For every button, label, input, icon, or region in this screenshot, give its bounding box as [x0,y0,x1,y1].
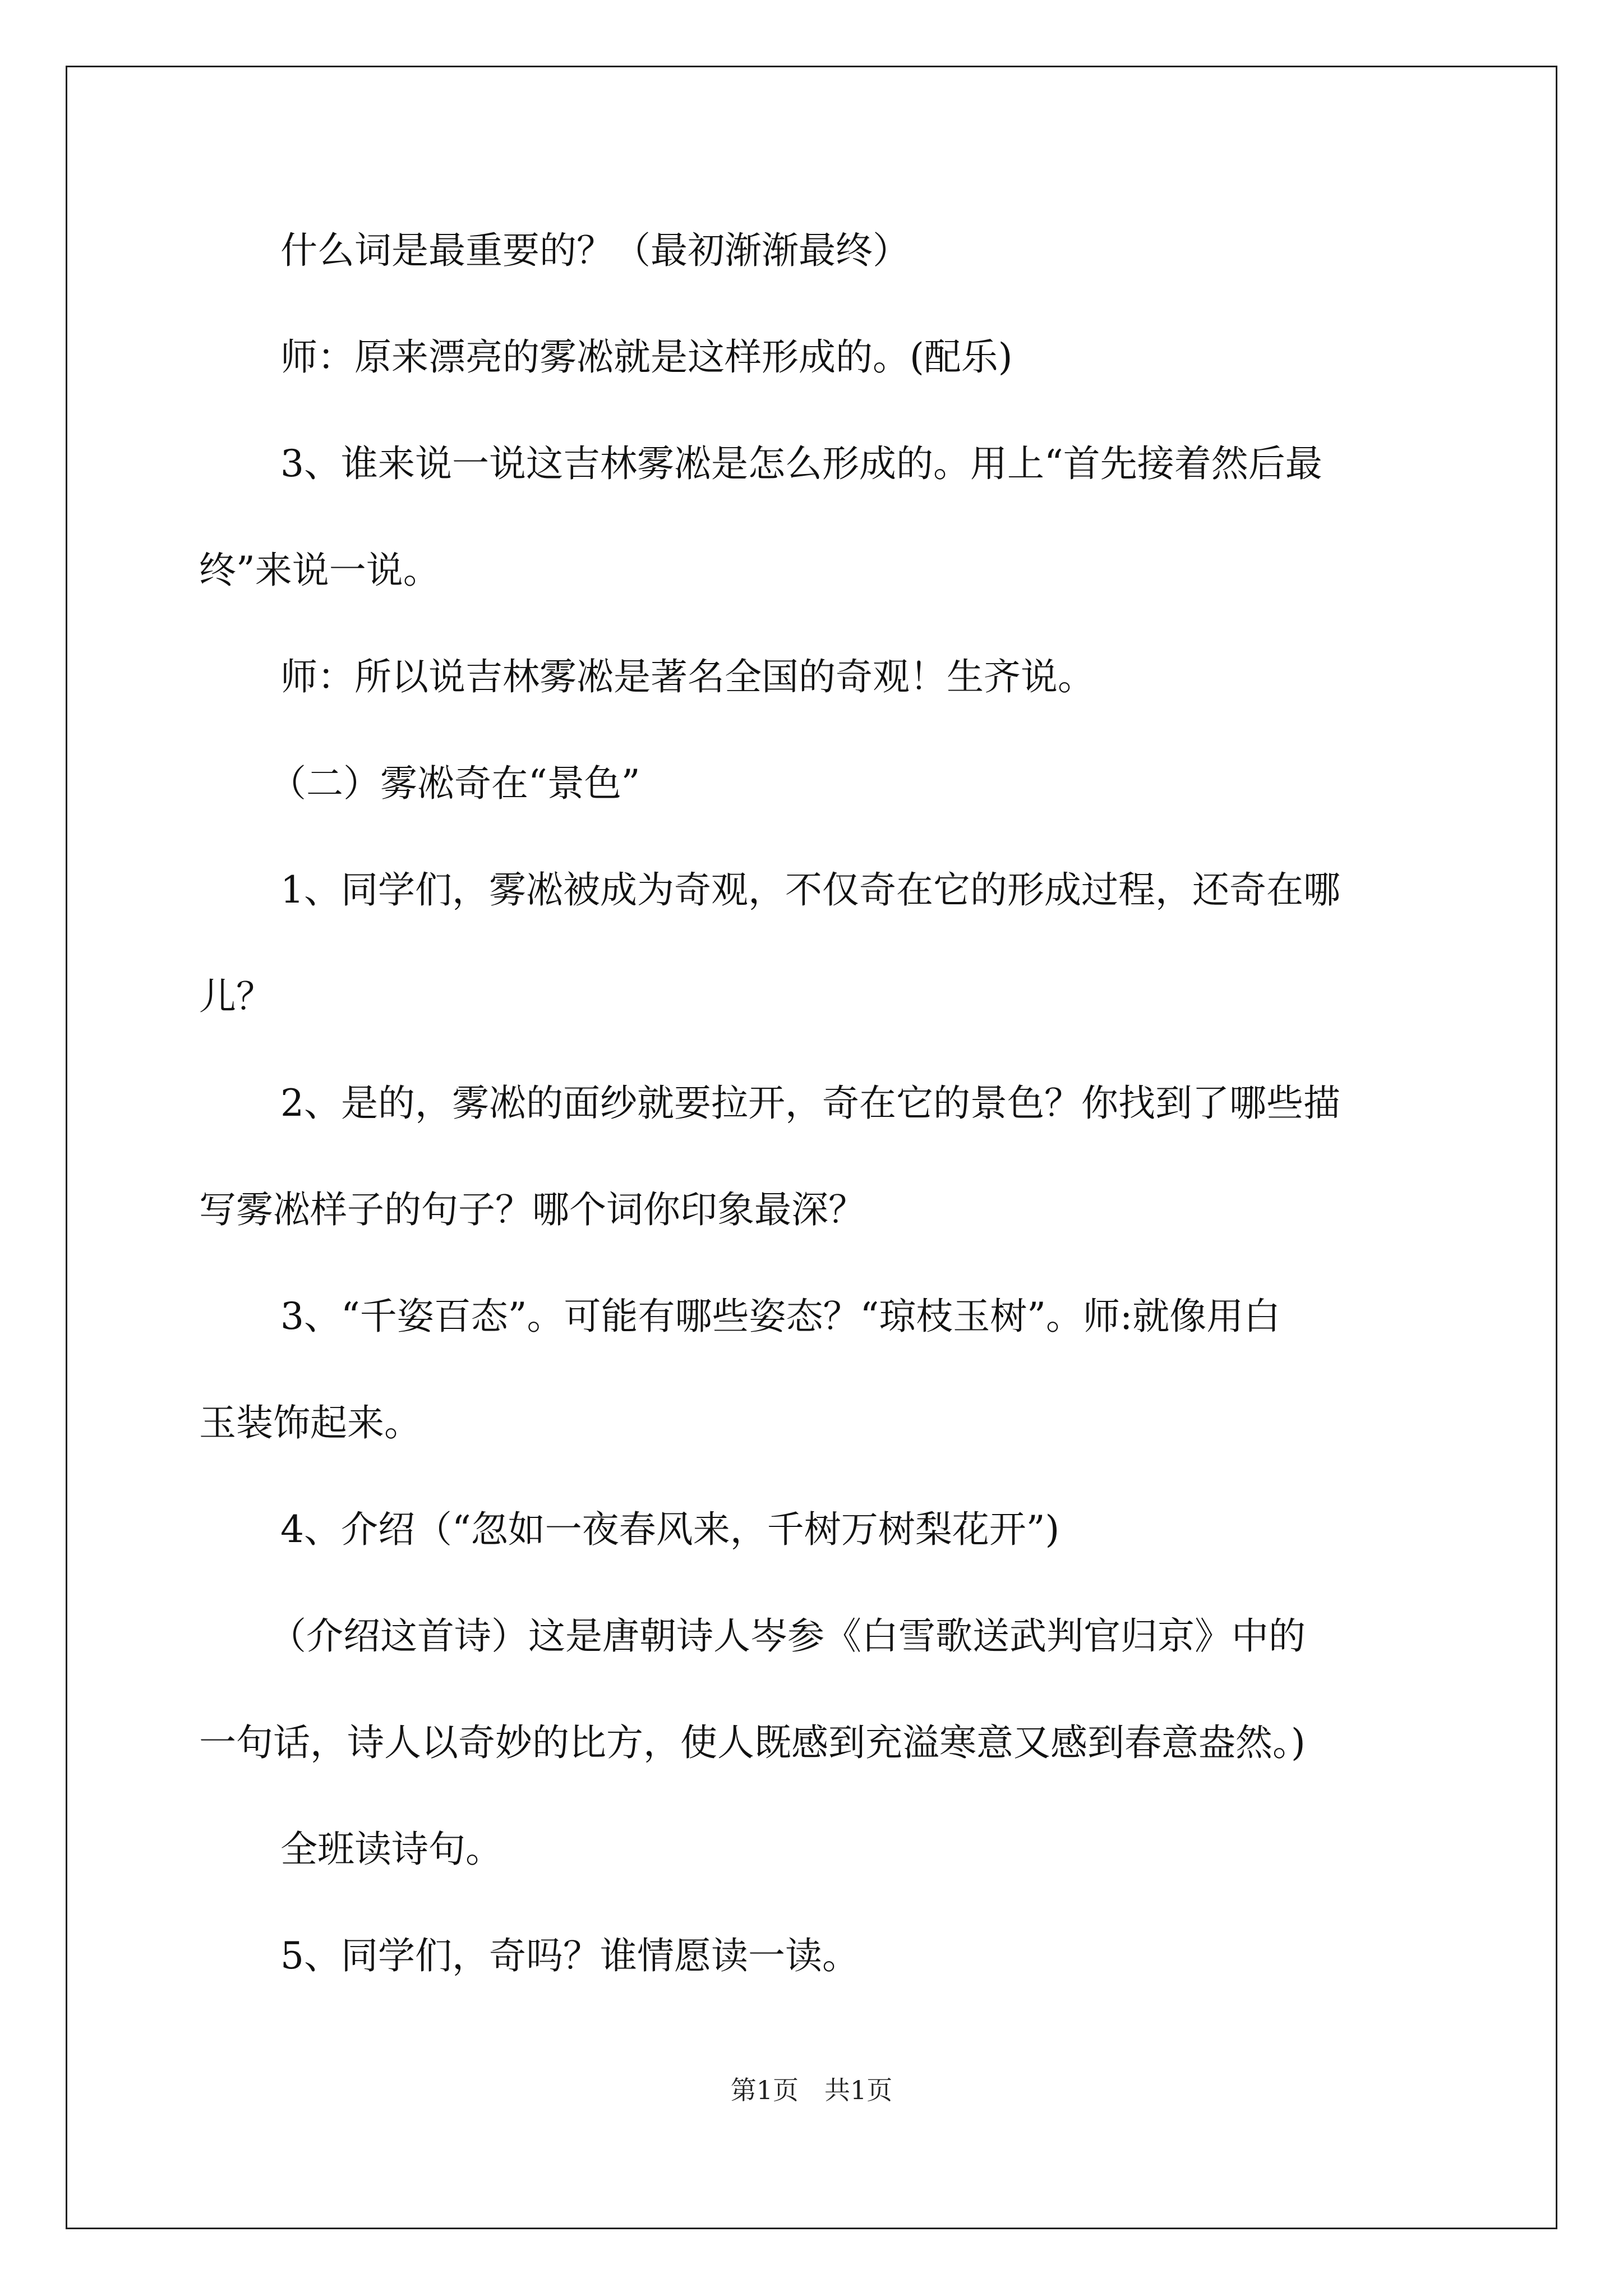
page-border [66,66,1557,2229]
paragraph: 什么词是最重要的？（最初渐渐最终） [280,229,910,272]
paragraph-continuation: 玉装饰起来。 [199,1401,421,1444]
paragraph: 5、同学们，奇吗？谁情愿读一读。 [280,1934,859,1977]
paragraph: 3、“千姿百态”。可能有哪些姿态？“琼枝玉树”。师:就像用白 [280,1295,1281,1338]
paragraph-continuation: 终”来说一说。 [199,549,440,592]
paragraph: 4、介绍（“忽如一夜春风来，千树万树梨花开”) [280,1508,1060,1551]
paragraph: 3、谁来说一说这吉林雾凇是怎么形成的。用上“首先接着然后最 [280,442,1322,485]
paragraph-continuation: 写雾凇样子的句子？哪个词你印象最深？ [199,1188,865,1231]
paragraph: 2、是的，雾凇的面纱就要拉开，奇在它的景色？你找到了哪些描 [280,1082,1340,1125]
paragraph: 师：所以说吉林雾凇是著名全国的奇观！生齐说。 [280,655,1095,698]
paragraph-continuation: 儿？ [199,975,273,1018]
paragraph: 1、同学们，雾凇被成为奇观，不仅奇在它的形成过程，还奇在哪 [280,868,1340,912]
page-number-footer: 第1页 共1页 [730,2075,893,2105]
paragraph: （介绍这首诗）这是唐朝诗人岑参《白雪歌送武判官归京》中的 [269,1614,1306,1658]
section-heading: （二）雾凇奇在“景色” [269,762,640,805]
paragraph: 全班读诗句。 [280,1828,502,1871]
paragraph: 师：原来漂亮的雾凇就是这样形成的。(配乐) [280,335,1013,379]
paragraph-continuation: 一句话，诗人以奇妙的比方，使人既感到充溢寒意又感到春意盎然。) [199,1721,1306,1764]
